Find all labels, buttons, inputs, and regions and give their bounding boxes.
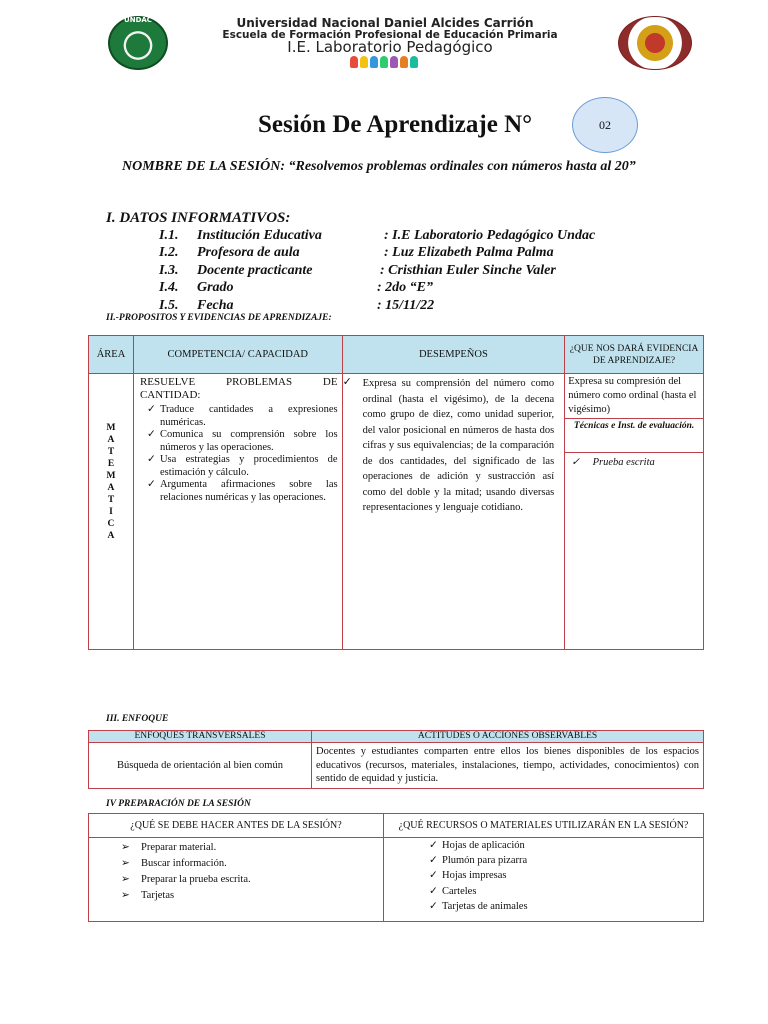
school-seal-logo (618, 16, 692, 70)
capacidad-item: ✓ Argumenta afirmaciones sobre las relaciones numéricas y las operaciones. (160, 479, 338, 504)
datos-num: I.1. (159, 228, 179, 243)
antes-item: ➢ Preparar la prueba escrita. (141, 872, 379, 888)
datos-row (159, 263, 659, 280)
datos-label: Grado (197, 280, 234, 296)
enfoque-table (88, 730, 704, 789)
recurso-item: ✓ Carteles (442, 884, 699, 899)
antes-list (119, 840, 379, 904)
instrumento-text: Prueba escrita (592, 457, 655, 468)
propositos-table (88, 335, 704, 650)
capacidad-item: ✓ Traduce cantidades a expresiones numéricas. (160, 404, 338, 429)
datos-row (159, 245, 659, 262)
capacidad-item: ✓ Usa estrategias y procedimientos de estimación y cálculo. (160, 454, 338, 479)
recurso-item: ✓ Plumón para pizarra (442, 853, 699, 868)
competencia-title: RESUELVE PROBLEMAS DE CANTIDAD: (139, 376, 338, 401)
prep-header-left: ¿QUÉ SE DEBE HACER ANTES DE LA SESIÓN? (89, 814, 384, 838)
session-number-badge (572, 97, 638, 153)
competencia-cell (133, 374, 342, 650)
evidencia-cell (565, 374, 704, 650)
datos-value: : Cristhian Euler Sinche Valer (380, 262, 556, 278)
enfoque-right-cell: Docentes y estudiantes comparten entre ellos los bienes disponibles de los espacios educativos (recursos, materiales, instalaciones, tiempo, actividades, conocimientos) con sentido de equidad y justicia. (312, 743, 704, 789)
header-desempenos: DESEMPEÑOS (342, 336, 565, 374)
datos-num: I.4. (159, 280, 179, 296)
datos-value: : I.E Laboratorio Pedagógico Undac (384, 228, 596, 243)
instrumento-row (565, 453, 703, 471)
school-name: Escuela de Formación Profesional de Educación Primaria (222, 29, 558, 41)
preparacion-table (88, 813, 704, 922)
area-letter: I (109, 506, 113, 517)
datos-heading: I. DATOS INFORMATIVOS: (106, 210, 291, 226)
datos-value: : 2do “E” (377, 280, 433, 296)
propositos-heading: II.-PROPOSITOS Y EVIDENCIAS DE APRENDIZAJE: (106, 313, 332, 323)
children-graphic (350, 56, 420, 68)
area-letter: A (107, 482, 115, 493)
recurso-item: ✓ Tarjetas de animales (442, 899, 699, 914)
area-letter: C (107, 518, 115, 529)
datos-num: I.3. (159, 262, 179, 278)
area-cell (89, 374, 134, 650)
preparacion-heading: IV PREPARACIÓN DE LA SESIÓN (106, 799, 251, 809)
area-letter: A (107, 530, 115, 541)
datos-num: I.2. (159, 245, 179, 261)
session-number: 02 (599, 117, 611, 132)
session-name: NOMBRE DE LA SESIÓN: “Resolvemos problemas ordinales con números hasta al 20” (122, 159, 636, 174)
enfoque-header-right: ACTITUDES O ACCIONES OBSERVABLES (312, 731, 704, 743)
datos-value: : 15/11/22 (377, 297, 435, 313)
area-letter: M (106, 470, 116, 481)
evidencia-text: Expresa su compresión del número como ordinal (hasta el vigésimo) (565, 374, 703, 419)
area-letter: T (107, 494, 115, 505)
recurso-item: ✓ Hojas impresas (442, 868, 699, 883)
undac-logo (108, 16, 168, 70)
datos-row (159, 228, 659, 245)
datos-list (159, 228, 659, 315)
undac-logo-text: UNDAC (124, 16, 152, 24)
desempeno-cell (342, 374, 565, 650)
university-name: Universidad Nacional Daniel Alcides Carrión (236, 16, 534, 30)
checkmark-icon: ✓ (571, 457, 580, 468)
area-letter: E (107, 458, 115, 469)
area-letter: T (107, 446, 115, 457)
area-vertical-text (93, 422, 129, 542)
prep-header-right: ¿QUÉ RECURSOS O MATERIALES UTILIZARÁN EN LA SESIÓN? (384, 814, 704, 838)
enfoque-heading: III. ENFOQUE (106, 714, 169, 724)
area-letter: M (106, 422, 116, 433)
header-area: ÁREA (89, 336, 134, 374)
header-competencia: COMPETENCIA/ CAPACIDAD (133, 336, 342, 374)
datos-label: Profesora de aula (197, 245, 300, 261)
header-evidencia: ¿QUE NOS DARÁ EVIDENCIA DE APRENDIZAJE? (565, 336, 704, 374)
prep-antes-cell (89, 838, 384, 922)
datos-value: : Luz Elizabeth Palma Palma (384, 245, 554, 261)
antes-item: ➢ Tarjetas (141, 888, 379, 904)
datos-label: Institución Educativa (197, 228, 322, 243)
capacidad-item: ✓ Comunica su comprensión sobre los números y las operaciones. (160, 429, 338, 454)
enfoque-left-cell: Búsqueda de orientación al bien común (89, 743, 312, 789)
datos-label: Fecha (197, 297, 234, 313)
recurso-item: ✓ Hojas de aplicación (442, 838, 699, 853)
datos-num: I.5. (159, 297, 179, 313)
checkmark-icon: ✓ (342, 376, 352, 388)
antes-item: ➢ Preparar material. (141, 840, 379, 856)
page-title: Sesión De Aprendizaje N° (258, 111, 533, 138)
enfoque-header-left: ENFOQUES TRANSVERSALES (89, 731, 312, 743)
recursos-list (428, 838, 699, 914)
prep-recursos-cell (384, 838, 704, 922)
antes-item: ➢ Buscar información. (141, 856, 379, 872)
datos-label: Docente practicante (197, 262, 313, 278)
datos-row (159, 280, 659, 297)
capacidades-list (146, 404, 338, 504)
area-letter: A (107, 434, 115, 445)
tecnicas-label: Técnicas e Inst. de evaluación. (565, 419, 703, 453)
desempeno-text: Expresa su comprensión del número como ordinal (hasta el vigésimo), de la decena como grupo de diez, como unidad superior, del valor posicional en números de hasta dos cifras y sus equivalencias; de la comparación de dos cantidades, del significado de las operaciones de adición y sustracción así como del doble y la mitad; usando diversas representaciones y lenguaje cotidiano. (362, 378, 555, 513)
institution-name: I.E. Laboratorio Pedagógico (287, 38, 493, 56)
